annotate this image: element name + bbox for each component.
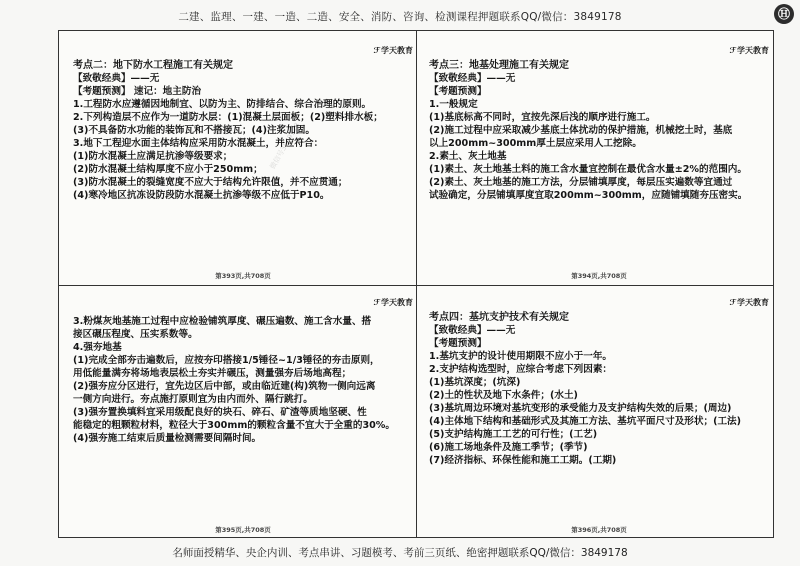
text-line: 4.强夯地基	[73, 342, 122, 353]
section-title: 考点三：地基处理施工有关规定	[429, 60, 569, 71]
text-line: 2.支护结构选型时，应综合考虑下列因素：	[429, 364, 613, 375]
text-line: (3)强夯置换填料宜采用级配良好的块石、碎石、矿渣等质地坚硬、性	[73, 407, 367, 418]
text-line: (4)主体地下结构和基础形式及其施工方法、基坑平面尺寸及形状；(工法)	[429, 416, 742, 427]
panel-top-left	[73, 45, 413, 279]
watermark: 微信号3849178	[268, 121, 302, 171]
text-line: 试验确定，分层铺填厚度宜取200mm~300mm，应随铺填随夯压密实。	[429, 190, 748, 201]
section-tag: 【致敬经典】——无	[429, 73, 516, 84]
brand-logo: ℱ学天教育	[729, 46, 769, 55]
section-title: 考点四：基坑支护技术有关规定	[429, 312, 569, 323]
text-line: (5)支护结构施工工艺的可行性；(工艺)	[429, 429, 598, 440]
brand-logo: ℱ学天教育	[729, 298, 769, 307]
panel-bottom-left	[73, 297, 413, 534]
text-line: 一侧方向进行。夯点施打原则宜为由内而外、隔行跳打。	[73, 394, 313, 405]
panel-top-right	[429, 45, 769, 279]
text-line: (2)强夯应分区进行，宜先边区后中部，或由临近建(构)筑物一侧向远离	[73, 381, 376, 392]
text-line: (3)防水混凝土的裂缝宽度不应大于结构允许限值，并不应贯通；	[73, 177, 348, 188]
section-tag: 【致敬经典】——无	[429, 325, 516, 336]
text-line: (2)防水混凝土结构厚度不应小于250mm；	[73, 164, 263, 175]
brand-logo-icon: ℱ	[729, 46, 736, 55]
document-sheet	[58, 30, 774, 538]
text-line: (2)土的性状及地下水条件；(水土)	[429, 390, 578, 401]
text-line: 接区碾压程度、压实系数等。	[73, 329, 198, 340]
panel-content	[73, 315, 413, 445]
text-line: (1)素土、灰土地基土料的施工含水量宜控制在最优含水量±2%的范围内。	[429, 164, 747, 175]
brand-logo-icon: ℱ	[373, 46, 380, 55]
horizontal-divider	[59, 285, 773, 286]
text-line: 以上200mm~300mm厚土层应采用人工挖除。	[429, 138, 642, 149]
text-line: 1.工程防水应遵循因地制宜、以防为主、防排结合、综合治理的原则。	[73, 99, 372, 110]
text-line: 3.地下工程迎水面主体结构应采用防水混凝土，并应符合：	[73, 138, 324, 149]
text-line: (4)寒冷地区抗冻设防段防水混凝土抗渗等级不应低于P10。	[73, 190, 330, 201]
section-tag: 【考题预测】	[429, 86, 487, 97]
text-line: 1.一般规定	[429, 99, 478, 110]
panel-content	[73, 59, 413, 202]
text-line: 2.素土、灰土地基	[429, 151, 507, 162]
section-title: 考点二：地下防水工程施工有关规定	[73, 60, 233, 71]
page-number: 第396页,共708页	[571, 526, 627, 534]
section-tag: 【致敬经典】——无	[73, 73, 160, 84]
brand-logo: ℱ学天教育	[373, 46, 413, 55]
text-line: (3)不具备防水功能的装饰瓦和不搭接瓦；(4)注浆加固。	[73, 125, 315, 136]
page-number: 第394页,共708页	[571, 272, 627, 280]
text-line: (1)基坑深度；(坑深)	[429, 377, 521, 388]
text-line: (1)完成全部夯击遍数后，应按夯印搭接1/5锤径~1/3锤径的夯击原则，	[73, 355, 380, 366]
watermark: 微信号3849178	[148, 371, 182, 421]
brand-logo: ℱ学天教育	[373, 298, 413, 307]
text-line: (7)经济指标、环保性能和施工工期。(工期)	[429, 455, 617, 466]
panel-content	[429, 59, 769, 202]
page-number: 第393页,共708页	[215, 272, 271, 280]
panel-bottom-right	[429, 297, 769, 534]
text-line: 2.下列构造层不应作为一道防水层：(1)混凝土层面板；(2)塑料排水板；	[73, 112, 383, 123]
text-line: 能稳定的粗颗粒材料，粒径大于300mm的颗粒含量不宜大于全重的30%。	[73, 420, 396, 431]
brand-logo-icon: ℱ	[729, 298, 736, 307]
text-line: 用低能量满夯将场地表层松土夯实并碾压，测量强夯后场地高程；	[73, 368, 352, 379]
text-line: (6)施工场地条件及施工季节；(季节)	[429, 442, 588, 453]
section-tag: 【考题预测】	[429, 338, 487, 349]
text-line: (4)强夯施工结束后质量检测需要间隔时间。	[73, 433, 262, 444]
text-line: (2)素土、灰土地基的施工方法，分层铺填厚度，每层压实遍数等宜通过	[429, 177, 733, 188]
text-line: (3)基坑周边环境对基坑变形的承受能力及支护结构失效的后果；(周边)	[429, 403, 732, 414]
corner-logo-icon: Ⓗ	[774, 4, 794, 24]
panel-content	[429, 311, 769, 467]
vertical-divider	[416, 31, 417, 537]
text-line: 1.基坑支护的设计使用期限不应小于一年。	[429, 351, 613, 362]
brand-logo-icon: ℱ	[373, 298, 380, 307]
page-header: 二建、监理、一建、一造、二造、安全、消防、咨询、检测课程押题联系QQ/微信：3849178	[178, 11, 622, 23]
text-line: (1)基底标高不同时，宜按先深后浅的顺序进行施工。	[429, 112, 656, 123]
text-line: 3.粉煤灰地基施工过程中应检验铺筑厚度、碾压遍数、施工含水量、搭	[73, 316, 372, 327]
section-tag: 【考题预测】 速记：地主防治	[73, 86, 202, 97]
page-number: 第395页,共708页	[215, 526, 271, 534]
text-line: (1)防水混凝土应满足抗渗等级要求；	[73, 151, 233, 162]
text-line: (2)施工过程中应采取减少基底土体扰动的保护措施，机械挖土时，基底	[429, 125, 733, 136]
page-footer: 名师面授精华、央企内训、考点串讲、习题模考、考前三页纸、绝密押题联系QQ/微信：3849178	[172, 547, 628, 559]
